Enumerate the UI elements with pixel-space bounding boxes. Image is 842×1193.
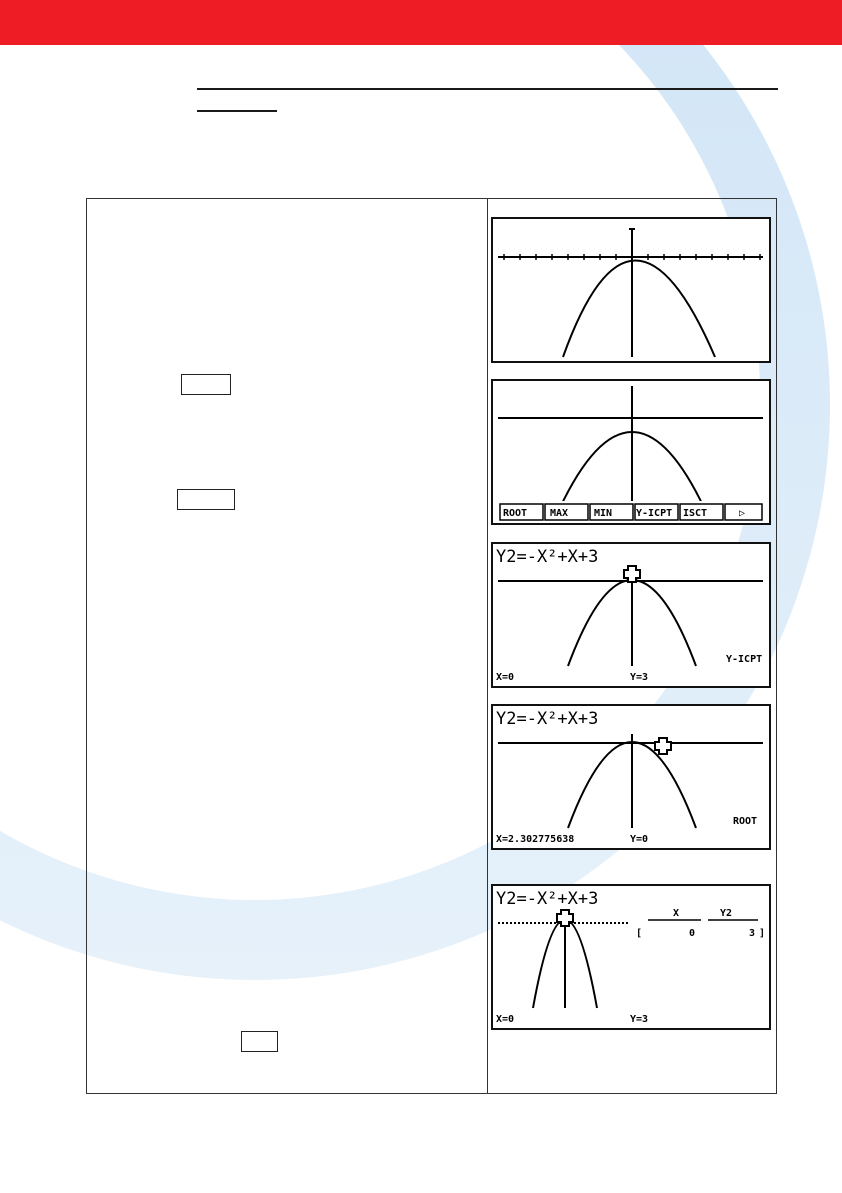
function-label: Y2=-X²+X+3 xyxy=(496,709,599,729)
x-axis xyxy=(498,254,763,260)
x-readout: X=0 xyxy=(496,1014,515,1025)
title-rule-short xyxy=(197,110,277,112)
menu-max-label: MAX xyxy=(550,508,569,519)
calc-screen-root xyxy=(491,704,771,850)
y-readout: Y=0 xyxy=(630,834,649,845)
value-table xyxy=(636,908,765,939)
function-label: Y2=-X²+X+3 xyxy=(496,547,599,567)
calc-screen-gsolve-menu xyxy=(491,379,771,525)
mode-label: ROOT xyxy=(733,816,758,827)
table-header-y: Y2 xyxy=(720,908,733,919)
calc-screen-graph xyxy=(491,217,771,363)
cursor-cross-icon xyxy=(624,566,640,582)
table-header-x: X xyxy=(673,908,680,919)
key-button-3 xyxy=(241,1031,278,1052)
menu-min-label: MIN xyxy=(594,508,613,519)
function-label: Y2=-X²+X+3 xyxy=(496,889,599,909)
menu-isct-label: ISCT xyxy=(683,508,708,519)
parabola-curve xyxy=(563,261,715,358)
key-button-2 xyxy=(177,489,235,510)
title-rule xyxy=(197,88,778,90)
y-readout: Y=3 xyxy=(630,672,649,683)
x-readout: X=0 xyxy=(496,672,515,683)
y-readout: Y=3 xyxy=(630,1014,649,1025)
menu-next-label: ▷ xyxy=(739,508,746,519)
calc-screen-yicpt xyxy=(491,542,771,688)
x-readout: X=2.302775638 xyxy=(496,834,575,845)
table-bracket-right: ] xyxy=(759,928,766,939)
table-cell-y: 3 xyxy=(749,928,756,939)
menu-root-label: ROOT xyxy=(503,508,528,519)
calc-screen-table xyxy=(491,884,771,1030)
key-button-1 xyxy=(181,374,231,395)
column-divider xyxy=(487,198,488,1094)
table-bracket-left: [ xyxy=(636,928,643,939)
menu-yicpt-label: Y-ICPT xyxy=(636,508,673,519)
mode-label: Y-ICPT xyxy=(726,654,763,665)
cursor-cross-icon xyxy=(655,738,671,754)
table-cell-x: 0 xyxy=(689,928,696,939)
header-bar xyxy=(0,0,842,45)
decor-bottom-mask xyxy=(0,1093,842,1193)
